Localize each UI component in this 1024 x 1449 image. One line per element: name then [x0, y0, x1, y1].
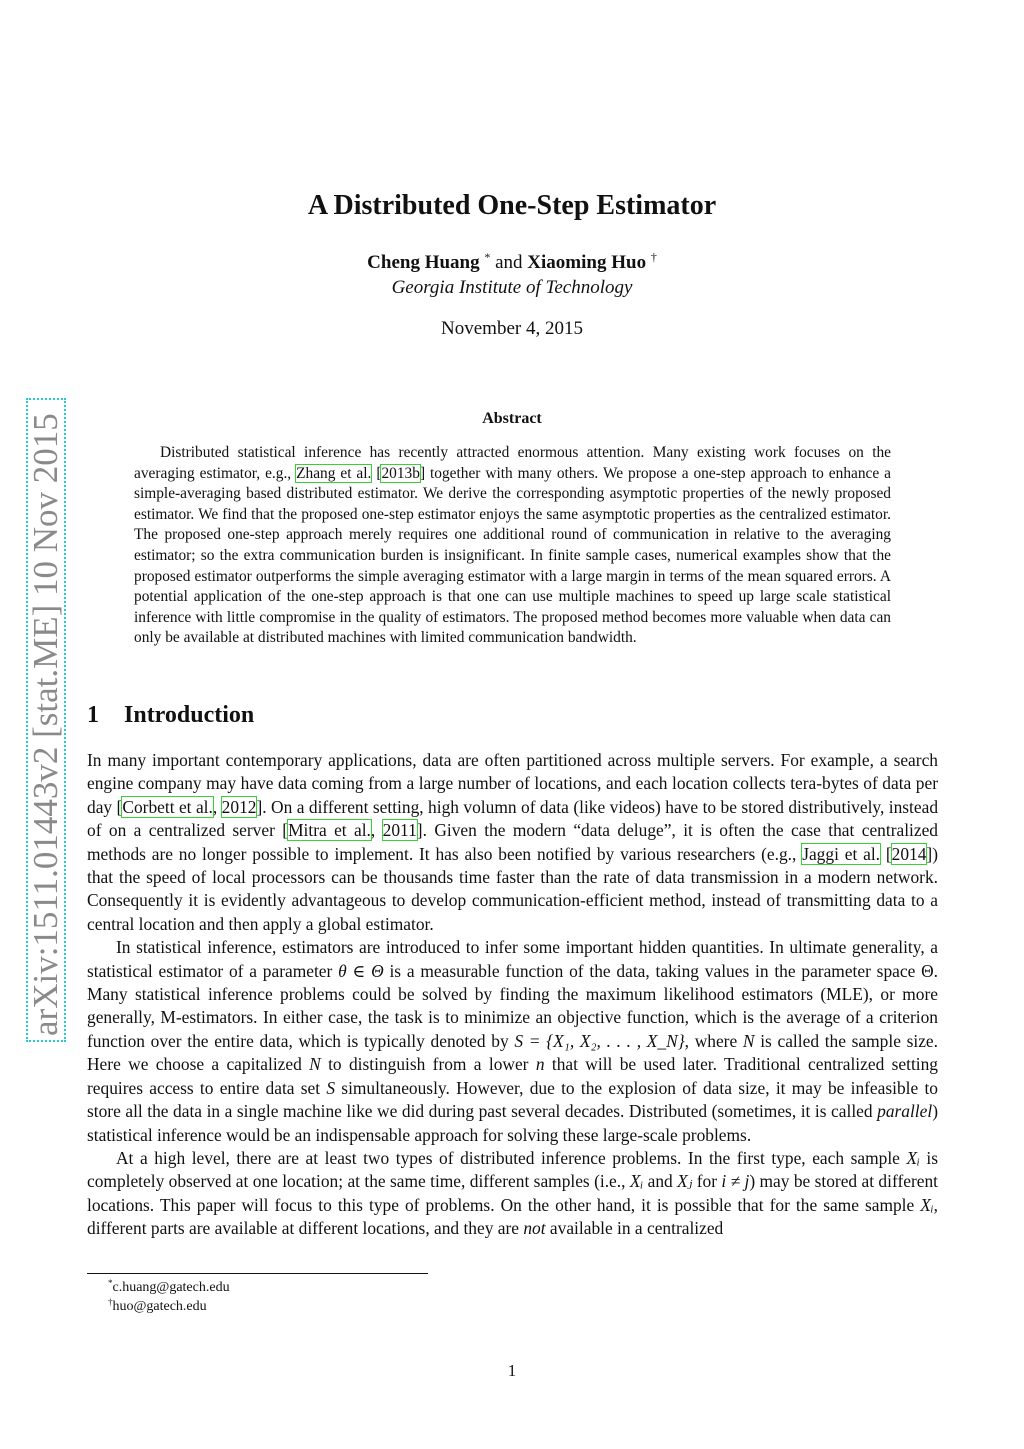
- text-run: and: [643, 1171, 678, 1192]
- footnote-mark[interactable]: †: [650, 250, 657, 264]
- page-number: 1: [507, 1361, 517, 1380]
- text-run: In statistical inference, estimators are introduced to infer some important hidden quantities. In ultimate generality, a statistical estimator of a parameter: [87, 937, 938, 981]
- paper-date: November 4, 2015: [441, 318, 583, 339]
- footnote-email[interactable]: c.huang@gatech.edu: [112, 1280, 230, 1295]
- author-name: Xiaoming Huo: [527, 252, 647, 273]
- text-run: simultaneously. However, due to the explosion of data size, it may be infeasible to store all the data in a single machine like we did during past several decades. Distributed (sometimes, it is called: [87, 1077, 938, 1122]
- emphasis: parallel: [877, 1101, 933, 1122]
- text-run: , where: [684, 1030, 743, 1051]
- text-run: for: [692, 1171, 722, 1192]
- citation-link[interactable]: 2012: [221, 796, 257, 817]
- arxiv-identifier-stamp[interactable]: arXiv:1511.01443v2 [stat.ME] 10 Nov 2015: [28, 400, 64, 1040]
- abstract-heading: Abstract: [482, 410, 542, 427]
- citation-link[interactable]: Zhang et al.: [296, 464, 372, 482]
- citation-link[interactable]: Corbett et al.: [122, 796, 213, 817]
- text-run: available in a centralized: [545, 1218, 724, 1239]
- text-run: ]. On a different setting, high volumn of data (like videos) have to be stored distributively, instead of on a centralized server [: [87, 796, 939, 841]
- footnote-mark[interactable]: *: [484, 250, 491, 264]
- footnote-mark: †: [108, 1297, 113, 1307]
- text-run: that will be used later. Traditional centralized setting requires access to entire data set: [87, 1054, 938, 1098]
- footnote-item: [108, 1297, 230, 1316]
- abstract-text: [134, 443, 891, 649]
- section-heading: [87, 702, 254, 729]
- section-title: Introduction: [124, 702, 255, 728]
- footnote-mark: *: [108, 1278, 113, 1288]
- text-run: is a measurable function of the data, taking values in the parameter space Θ. Many statistical inference problems could be solved by finding the maximum likelihood estimators (MLE), or more generally, M-estimators. In either case, the task is to minimize an objective function, which is the average of a criterion function over the entire data, which is typically denoted by: [87, 960, 939, 1051]
- math-expression: θ ∈ Θ: [338, 960, 384, 981]
- math-expression: Xᵢ: [629, 1171, 644, 1192]
- introduction-body: [87, 749, 938, 1241]
- math-expression: n: [535, 1054, 545, 1075]
- citation-link[interactable]: 2014: [891, 843, 927, 864]
- text-run: ]) that the speed of local processors can be thousands time faster than the rate of data transmission in a modern network. Consequently it is evidently advantageous to develop communication-efficient method, instead of transmitting data to a central location and then apply a global estimator.: [87, 843, 938, 934]
- author-affiliation: Georgia Institute of Technology: [391, 277, 633, 298]
- text-run: to distinguish from a lower: [320, 1054, 536, 1075]
- text-run: ,: [212, 796, 222, 817]
- citation-link[interactable]: 2011: [382, 820, 417, 841]
- math-expression: Xᵢ: [920, 1194, 934, 1215]
- paragraph: [87, 749, 938, 936]
- text-run: ) statistical inference would be an indispensable approach for solving these large-scale problems.: [87, 1101, 938, 1145]
- text-run: , different parts are available at different locations, and they are: [87, 1194, 938, 1239]
- abstract-text-run: [: [371, 464, 382, 482]
- math-expression: S = {X₁, X₂, . . . , X_N}: [514, 1030, 685, 1051]
- footnote-divider: [87, 1273, 428, 1274]
- text-run: is completely observed at one location; at the same time, different samples (i.e.,: [87, 1147, 938, 1192]
- abstract-text-run: ] together with many others. We propose a one-step approach to enhance a simple-averaging based distributed estimator. We derive the corresponding asymptotic properties of the newly proposed estimator. We find that the proposed one-step estimator enjoys the same asymptotic properties as the centralized estimator. The proposed one-step approach merely requires one additional round of communication in relative to the averaging estimator; so the extra communication burden is insignificant. In finite sample cases, numerical examples show that the proposed estimator outperforms the simple averaging estimator with a large margin in terms of the mean squared errors. A potential application of the one-step approach is that one can use multiple machines to speed up large scale statistical inference with little compromise in the quality of estimators. The proposed method becomes more valuable when data can only be available at distributed machines with limited communication bandwidth.: [134, 464, 891, 647]
- text-run: ]. Given the modern “data deluge”, it is often the case that centralized methods are no longer possible to implement. It has also been notified by various researchers (e.g.,: [87, 820, 938, 864]
- author-line: [0, 252, 1024, 274]
- math-expression: N: [309, 1054, 321, 1075]
- section-number: 1: [87, 702, 99, 728]
- paper-title: A Distributed One-Step Estimator: [307, 190, 717, 221]
- text-run: At a high level, there are at least two types of distributed inference problems. In the first type, each sample: [116, 1147, 907, 1168]
- footnote-item: [108, 1278, 230, 1297]
- paragraph: [87, 1147, 938, 1241]
- footnote-email[interactable]: huo@gatech.edu: [112, 1299, 207, 1314]
- math-expression: Xⱼ: [677, 1171, 693, 1192]
- author-conjunction: and: [495, 252, 523, 273]
- math-expression: Xᵢ: [906, 1147, 920, 1168]
- text-run: ,: [370, 820, 383, 841]
- citation-link[interactable]: 2013b: [381, 464, 420, 482]
- citation-link[interactable]: Mitra et al.: [288, 820, 371, 841]
- text-run: [: [880, 843, 892, 864]
- math-expression: N: [742, 1030, 755, 1051]
- author-name: Cheng Huang: [367, 252, 480, 273]
- math-expression: S: [326, 1077, 336, 1098]
- text-run: In many important contemporary applications, data are often partitioned across multiple servers. For example, a search engine company may have data coming from a large number of locations, and each location collects tera-bytes of data per day [: [87, 750, 938, 817]
- paragraph: [87, 936, 938, 1147]
- text-run: is called the sample size. Here we choose a capitalized: [87, 1030, 938, 1075]
- math-expression: i ≠ j: [721, 1171, 750, 1192]
- abstract-text-run: Distributed statistical inference has recently attracted enormous attention. Many existing work focuses on the averaging estimator, e.g.,: [134, 444, 891, 482]
- citation-link[interactable]: Jaggi et al.: [802, 843, 880, 864]
- emphasis: not: [523, 1218, 546, 1239]
- text-run: ) may be stored at different locations. This paper will focus to this type of problems. On the other hand, it is possible that for the same sample: [87, 1171, 938, 1215]
- footnotes: [108, 1278, 230, 1316]
